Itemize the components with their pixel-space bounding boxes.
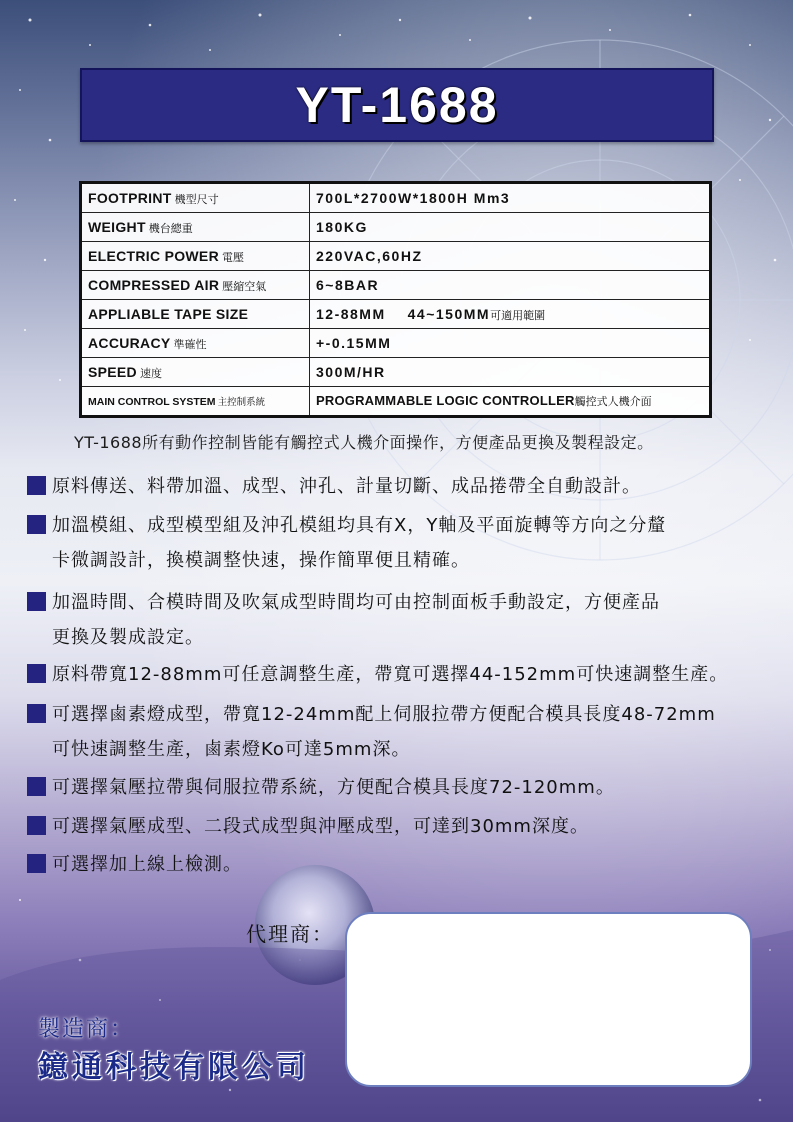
maker-label: 製造商：: [38, 1017, 135, 1042]
model-title: YT-1688: [295, 77, 499, 133]
agent-label: 代理商：: [246, 922, 334, 946]
feature-continuation: 可快速調整生產，鹵素燈Ko可達5mm深。: [52, 739, 411, 760]
spec-value: 12-88MM 44~150MM可適用範圍: [310, 300, 711, 329]
square-bullet-icon: [27, 515, 46, 534]
feature-item: 可選擇加上線上檢測。: [27, 850, 242, 876]
table-row: [81, 213, 711, 242]
table-row: [81, 183, 711, 213]
spec-label: APPLIABLE TAPE SIZE: [81, 300, 310, 329]
table-row: [81, 387, 711, 417]
table-row: [81, 242, 711, 271]
feature-continuation: 卡微調設計，換模調整快速，操作簡單便且精確。: [52, 550, 470, 571]
table-row: [81, 300, 711, 329]
feature-item: 加溫時間、合模時間及吹氣成型時間均可由控制面板手動設定，方便產品: [27, 588, 660, 614]
table-row: [81, 358, 711, 387]
spec-value: 6~8BAR: [310, 271, 711, 300]
feature-item: 可選擇氣壓拉帶與伺服拉帶系統，方便配合模具長度72-120mm。: [27, 773, 615, 799]
square-bullet-icon: [27, 704, 46, 723]
spec-label: ACCURACY 準確性: [81, 329, 310, 358]
spec-label: ELECTRIC POWER 電壓: [81, 242, 310, 271]
spec-label: SPEED 速度: [81, 358, 310, 387]
spec-label: FOOTPRINT 機型尺寸: [81, 183, 310, 213]
spec-value: PROGRAMMABLE LOGIC CONTROLLER觸控式人機介面: [310, 387, 711, 417]
agent-box: [345, 912, 752, 1087]
feature-item: 可選擇氣壓成型、二段式成型與沖壓成型，可達到30mm深度。: [27, 812, 589, 838]
spec-label: COMPRESSED AIR 壓縮空氣: [81, 271, 310, 300]
spec-value: 220VAC,60HZ: [310, 242, 711, 271]
spec-table: [79, 181, 712, 418]
square-bullet-icon: [27, 476, 46, 495]
feature-item: 可選擇鹵素燈成型，帶寬12-24mm配上伺服拉帶方便配合模具長度48-72mm: [27, 700, 716, 726]
feature-item: 加溫模組、成型模型組及沖孔模組均具有X，Y軸及平面旋轉等方向之分釐: [27, 511, 666, 537]
feature-item: 原料帶寬12-88mm可任意調整生產，帶寬可選擇44-152mm可快速調整生產。: [27, 660, 728, 686]
maker-name: 鐿通科技有限公司: [38, 1050, 310, 1085]
spec-label: MAIN CONTROL SYSTEM 主控制系統: [81, 387, 310, 417]
table-row: [81, 271, 711, 300]
intro-text: YT-1688所有動作控制皆能有觸控式人機介面操作，方便產品更換及製程設定。: [74, 433, 654, 452]
feature-continuation: 更換及製成設定。: [52, 627, 204, 648]
square-bullet-icon: [27, 854, 46, 873]
spec-value: 300M/HR: [310, 358, 711, 387]
square-bullet-icon: [27, 664, 46, 683]
title-banner: [80, 68, 714, 142]
square-bullet-icon: [27, 592, 46, 611]
square-bullet-icon: [27, 777, 46, 796]
spec-value: 180KG: [310, 213, 711, 242]
feature-item: 原料傳送、料帶加溫、成型、沖孔、計量切斷、成品捲帶全自動設計。: [27, 472, 641, 498]
spec-value: 700L*2700W*1800H Mm3: [310, 183, 711, 213]
square-bullet-icon: [27, 816, 46, 835]
spec-value: +-0.15MM: [310, 329, 711, 358]
spec-label: WEIGHT 機台總重: [81, 213, 310, 242]
table-row: [81, 329, 711, 358]
